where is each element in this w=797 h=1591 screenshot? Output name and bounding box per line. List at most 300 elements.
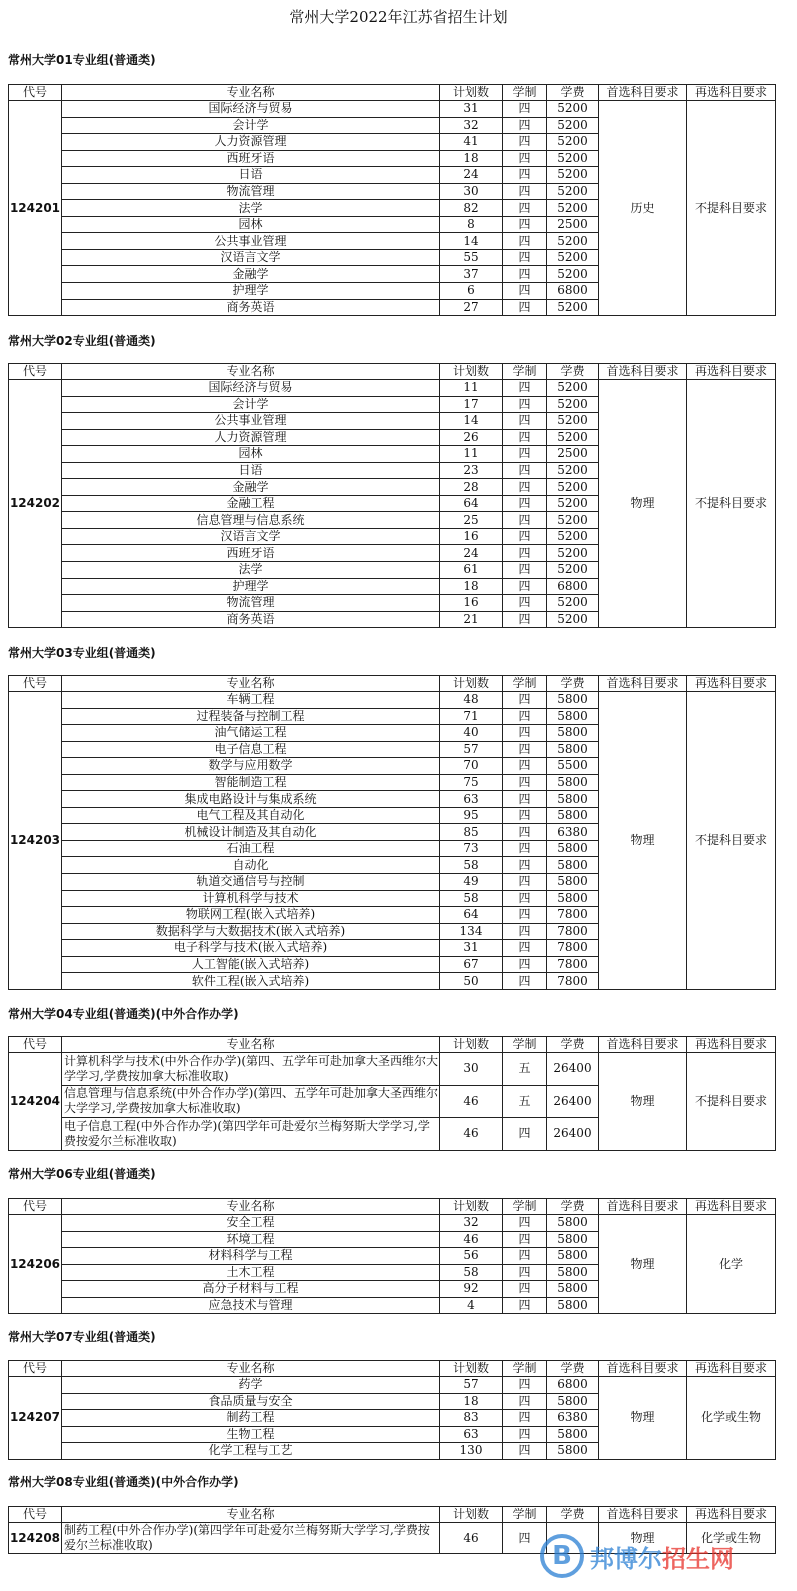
study-length: 四 [503,824,547,841]
study-length: 四 [503,907,547,924]
study-length: 四 [503,479,547,496]
study-length: 四 [503,101,547,118]
tuition-fee: 5200 [547,545,599,562]
header-plan: 计划数 [440,1199,503,1215]
plan-count: 30 [440,183,503,200]
plan-count: 55 [440,249,503,266]
header-second-subject: 再选科目要求 [687,1199,776,1215]
tuition-fee: 5800 [547,1426,599,1443]
tuition-fee: 6380 [547,1410,599,1427]
major-name: 日语 [62,167,440,184]
study-length: 四 [503,1426,547,1443]
first-subject: 物理 [599,1377,687,1460]
plan-count: 24 [440,167,503,184]
tuition-fee: 5200 [547,495,599,512]
study-length: 四 [503,758,547,775]
major-name: 人工智能(嵌入式培养) [62,956,440,973]
plan-count: 92 [440,1281,503,1298]
plan-count: 28 [440,479,503,496]
table-row [9,1377,776,1394]
tuition-fee: 5200 [547,101,599,118]
plan-count: 18 [440,578,503,595]
plan-count: 16 [440,528,503,545]
group-code: 124207 [9,1377,62,1460]
study-length: 四 [503,807,547,824]
plan-count: 58 [440,857,503,874]
study-length: 四 [503,857,547,874]
tuition-fee: 5200 [547,117,599,134]
group-code: 124201 [9,101,62,316]
study-length: 四 [503,266,547,283]
study-length: 四 [503,413,547,430]
tuition-fee: 5200 [547,479,599,496]
major-name: 软件工程(嵌入式培养) [62,973,440,990]
header-second-subject: 再选科目要求 [687,676,776,692]
study-length: 四 [503,890,547,907]
major-name: 应急技术与管理 [62,1297,440,1314]
tuition-fee: 5200 [547,462,599,479]
major-name: 物流管理 [62,183,440,200]
tuition-fee: 5800 [547,1231,599,1248]
tuition-fee: 5200 [547,134,599,151]
study-length: 四 [503,249,547,266]
study-length: 四 [503,791,547,808]
plan-count: 14 [440,233,503,250]
header-row [9,1507,776,1523]
tuition-fee: 5200 [547,429,599,446]
major-name: 人力资源管理 [62,429,440,446]
major-name: 公共事业管理 [62,413,440,430]
group-title: 常州大学02专业组(普通类) [8,334,156,348]
plan-count: 73 [440,840,503,857]
plan-count: 46 [440,1231,503,1248]
major-name: 高分子材料与工程 [62,1281,440,1298]
header-fee: 学费 [547,1361,599,1377]
watermark-text-accent: 招生网 [662,1544,734,1573]
major-name: 机械设计制造及其自动化 [62,824,440,841]
plan-count: 57 [440,1377,503,1394]
major-name: 电子信息工程(中外合作办学)(第四学年可赴爱尔兰梅努斯大学学习,学费按爱尔兰标准收取) [62,1118,440,1151]
study-length: 四 [503,692,547,709]
major-name: 计算机科学与技术 [62,890,440,907]
plan-count: 130 [440,1443,503,1460]
study-length: 四 [503,233,547,250]
header-major: 专业名称 [62,1507,440,1523]
header-second-subject: 再选科目要求 [687,364,776,380]
study-length: 四 [503,1393,547,1410]
major-name: 物流管理 [62,595,440,612]
study-length: 四 [503,1443,547,1460]
plan-count: 67 [440,956,503,973]
major-name: 会计学 [62,396,440,413]
major-name: 人力资源管理 [62,134,440,151]
group-title: 常州大学04专业组(普通类)(中外合作办学) [8,1007,239,1021]
tuition-fee: 5800 [547,1281,599,1298]
header-row [9,1361,776,1377]
second-subject: 化学或生物 [687,1377,776,1460]
tuition-fee: 6800 [547,578,599,595]
watermark-text [590,1539,734,1574]
study-length: 四 [503,1118,547,1151]
first-subject: 物理 [599,1523,687,1554]
major-name: 日语 [62,462,440,479]
tuition-fee: 5800 [547,874,599,891]
tuition-fee: 5800 [547,857,599,874]
header-row [9,676,776,692]
study-length: 四 [503,545,547,562]
plan-count: 58 [440,1264,503,1281]
plan-count: 8 [440,216,503,233]
tuition-fee: 5200 [547,266,599,283]
tuition-fee: 5800 [547,1264,599,1281]
page-title: 常州大学2022年江苏省招生计划 [289,8,508,26]
study-length: 四 [503,725,547,742]
plan-count: 64 [440,495,503,512]
plan-table [8,84,776,316]
tuition-fee: 5200 [547,512,599,529]
plan-count: 70 [440,758,503,775]
plan-table [8,1360,776,1460]
plan-count: 83 [440,1410,503,1427]
major-name: 会计学 [62,117,440,134]
major-name: 药学 [62,1377,440,1394]
plan-count: 64 [440,907,503,924]
tuition-fee: 5800 [547,774,599,791]
group-code: 124208 [9,1523,62,1554]
header-first-subject: 首选科目要求 [599,676,687,692]
tuition-fee: 5800 [547,840,599,857]
plan-count: 95 [440,807,503,824]
header-code: 代号 [9,1361,62,1377]
plan-count: 46 [440,1085,503,1118]
major-name: 法学 [62,200,440,217]
header-fee: 学费 [547,676,599,692]
group-code: 124204 [9,1053,62,1151]
major-name: 数学与应用数学 [62,758,440,775]
plan-count: 11 [440,446,503,463]
plan-count: 32 [440,1215,503,1232]
study-length: 四 [503,611,547,628]
first-subject: 历史 [599,101,687,316]
plan-count: 31 [440,101,503,118]
plan-count: 50 [440,973,503,990]
major-name: 制药工程 [62,1410,440,1427]
study-length: 四 [503,578,547,595]
header-length: 学制 [503,1507,547,1523]
study-length: 四 [503,1281,547,1298]
header-plan: 计划数 [440,676,503,692]
major-name: 法学 [62,562,440,579]
header-plan: 计划数 [440,364,503,380]
plan-count: 24 [440,545,503,562]
plan-count: 134 [440,923,503,940]
header-fee: 学费 [547,1199,599,1215]
header-first-subject: 首选科目要求 [599,1037,687,1053]
major-name: 金融学 [62,479,440,496]
tuition-fee: 5800 [547,1393,599,1410]
major-name: 公共事业管理 [62,233,440,250]
header-major: 专业名称 [62,85,440,101]
header-row [9,85,776,101]
watermark-logo-icon: B [540,1534,584,1578]
tuition-fee: 5200 [547,528,599,545]
study-length: 四 [503,840,547,857]
tuition-fee: 5200 [547,611,599,628]
plan-count: 58 [440,890,503,907]
group-code: 124203 [9,692,62,990]
study-length: 四 [503,396,547,413]
plan-count: 85 [440,824,503,841]
study-length: 五 [503,1085,547,1118]
header-plan: 计划数 [440,1037,503,1053]
major-name: 信息管理与信息系统(中外合作办学)(第四、五学年可赴加拿大圣西维尔大学学习,学费按加拿大标准收取) [62,1085,440,1118]
header-code: 代号 [9,1199,62,1215]
first-subject: 物理 [599,692,687,990]
study-length: 四 [503,923,547,940]
plan-count: 61 [440,562,503,579]
study-length: 四 [503,1297,547,1314]
study-length: 四 [503,462,547,479]
study-length: 四 [503,134,547,151]
study-length: 四 [503,183,547,200]
study-length: 四 [503,283,547,300]
study-length: 四 [503,1264,547,1281]
plan-count: 46 [440,1523,503,1554]
major-name: 集成电路设计与集成系统 [62,791,440,808]
plan-count: 4 [440,1297,503,1314]
major-name: 智能制造工程 [62,774,440,791]
major-name: 商务英语 [62,299,440,316]
plan-count: 14 [440,413,503,430]
header-major: 专业名称 [62,676,440,692]
header-length: 学制 [503,1361,547,1377]
study-length: 四 [503,708,547,725]
plan-count: 63 [440,791,503,808]
header-row [9,364,776,380]
header-major: 专业名称 [62,1361,440,1377]
tuition-fee: 5200 [547,380,599,397]
major-name: 化学工程与工艺 [62,1443,440,1460]
tuition-fee: 5800 [547,890,599,907]
study-length: 四 [503,1410,547,1427]
tuition-fee: 5200 [547,150,599,167]
major-name: 电子科学与技术(嵌入式培养) [62,940,440,957]
plan-count: 40 [440,725,503,742]
plan-count: 6 [440,283,503,300]
major-name: 土木工程 [62,1264,440,1281]
plan-count: 17 [440,396,503,413]
plan-count: 31 [440,940,503,957]
plan-count: 11 [440,380,503,397]
tuition-fee: 5800 [547,708,599,725]
table-row [9,380,776,397]
header-first-subject: 首选科目要求 [599,85,687,101]
header-code: 代号 [9,364,62,380]
tuition-fee: 5800 [547,807,599,824]
study-length: 四 [503,973,547,990]
plan-count: 32 [440,117,503,134]
tuition-fee: 5800 [547,1297,599,1314]
second-subject: 不提科目要求 [687,692,776,990]
tuition-fee: 5200 [547,233,599,250]
major-name: 金融工程 [62,495,440,512]
plan-count: 26 [440,429,503,446]
study-length: 四 [503,429,547,446]
plan-count: 63 [440,1426,503,1443]
first-subject: 物理 [599,1215,687,1314]
major-name: 电子信息工程 [62,741,440,758]
second-subject: 化学 [687,1215,776,1314]
study-length: 四 [503,1231,547,1248]
major-name: 石油工程 [62,840,440,857]
first-subject: 物理 [599,380,687,628]
tuition-fee: 5800 [547,1443,599,1460]
major-name: 护理学 [62,283,440,300]
table-row [9,1215,776,1232]
tuition-fee: 6800 [547,1377,599,1394]
study-length: 四 [503,495,547,512]
group-title: 常州大学08专业组(普通类)(中外合作办学) [8,1475,239,1489]
tuition-fee: 6380 [547,824,599,841]
header-fee: 学费 [547,1507,599,1523]
tuition-fee: 5800 [547,1248,599,1265]
header-fee: 学费 [547,1037,599,1053]
study-length: 四 [503,741,547,758]
tuition-fee: 6800 [547,283,599,300]
study-length: 四 [503,562,547,579]
watermark-text-main: 邦博尔 [590,1544,662,1573]
header-code: 代号 [9,85,62,101]
major-name: 安全工程 [62,1215,440,1232]
header-first-subject: 首选科目要求 [599,364,687,380]
tuition-fee: 5800 [547,791,599,808]
study-length: 四 [503,1377,547,1394]
group-code: 124206 [9,1215,62,1314]
tuition-fee: 7800 [547,907,599,924]
study-length: 四 [503,200,547,217]
major-name: 西班牙语 [62,545,440,562]
major-name: 计算机科学与技术(中外合作办学)(第四、五学年可赴加拿大圣西维尔大学学习,学费按加拿大标准收取) [62,1053,440,1086]
study-length: 四 [503,446,547,463]
tuition-fee: 5200 [547,299,599,316]
header-fee: 学费 [547,364,599,380]
group-code: 124202 [9,380,62,628]
study-length: 四 [503,774,547,791]
major-name: 油气储运工程 [62,725,440,742]
plan-count: 48 [440,692,503,709]
study-length: 四 [503,380,547,397]
study-length: 四 [503,874,547,891]
plan-count: 25 [440,512,503,529]
major-name: 汉语言文学 [62,249,440,266]
header-second-subject: 再选科目要求 [687,85,776,101]
tuition-fee: 2500 [547,216,599,233]
plan-table [8,1198,776,1314]
plan-count: 57 [440,741,503,758]
plan-count: 23 [440,462,503,479]
major-name: 物联网工程(嵌入式培养) [62,907,440,924]
header-plan: 计划数 [440,1507,503,1523]
tuition-fee: 5200 [547,562,599,579]
study-length: 四 [503,528,547,545]
study-length: 四 [503,1523,547,1554]
table-row [9,692,776,709]
major-name: 车辆工程 [62,692,440,709]
study-length: 四 [503,940,547,957]
tuition-fee: 7800 [547,973,599,990]
study-length: 四 [503,1215,547,1232]
major-name: 金融学 [62,266,440,283]
header-length: 学制 [503,364,547,380]
watermark [540,1528,734,1584]
tuition-fee: 7800 [547,923,599,940]
plan-count: 27 [440,299,503,316]
major-name: 材料科学与工程 [62,1248,440,1265]
study-length: 四 [503,117,547,134]
header-plan: 计划数 [440,1361,503,1377]
header-length: 学制 [503,85,547,101]
header-first-subject: 首选科目要求 [599,1361,687,1377]
header-second-subject: 再选科目要求 [687,1037,776,1053]
major-name: 信息管理与信息系统 [62,512,440,529]
tuition-fee: 5800 [547,1215,599,1232]
second-subject: 化学或生物 [687,1523,776,1554]
plan-count: 18 [440,150,503,167]
plan-count: 30 [440,1053,503,1086]
header-row [9,1037,776,1053]
plan-count: 21 [440,611,503,628]
major-name: 园林 [62,216,440,233]
tuition-fee: 7800 [547,956,599,973]
plan-count: 18 [440,1393,503,1410]
header-major: 专业名称 [62,364,440,380]
major-name: 园林 [62,446,440,463]
tuition-fee: 26400 [547,1118,599,1151]
tuition-fee: 26400 [547,1085,599,1118]
plan-count: 71 [440,708,503,725]
major-name: 电气工程及其自动化 [62,807,440,824]
tuition-fee: 5200 [547,595,599,612]
major-name: 数据科学与大数据技术(嵌入式培养) [62,923,440,940]
major-name: 自动化 [62,857,440,874]
header-first-subject: 首选科目要求 [599,1199,687,1215]
group-title: 常州大学01专业组(普通类) [8,53,156,67]
major-name: 西班牙语 [62,150,440,167]
header-major: 专业名称 [62,1037,440,1053]
header-first-subject: 首选科目要求 [599,1507,687,1523]
second-subject: 不提科目要求 [687,1053,776,1151]
plan-count: 75 [440,774,503,791]
study-length: 四 [503,1248,547,1265]
table-row [9,1053,776,1086]
study-length: 四 [503,956,547,973]
study-length: 四 [503,512,547,529]
tuition-fee: 5800 [547,741,599,758]
major-name: 食品质量与安全 [62,1393,440,1410]
major-name: 汉语言文学 [62,528,440,545]
header-plan: 计划数 [440,85,503,101]
plan-count: 82 [440,200,503,217]
first-subject: 物理 [599,1053,687,1151]
study-length: 四 [503,216,547,233]
header-length: 学制 [503,676,547,692]
header-major: 专业名称 [62,1199,440,1215]
plan-count: 46 [440,1118,503,1151]
study-length: 四 [503,150,547,167]
tuition-fee: 5200 [547,249,599,266]
header-fee: 学费 [547,85,599,101]
header-length: 学制 [503,1199,547,1215]
